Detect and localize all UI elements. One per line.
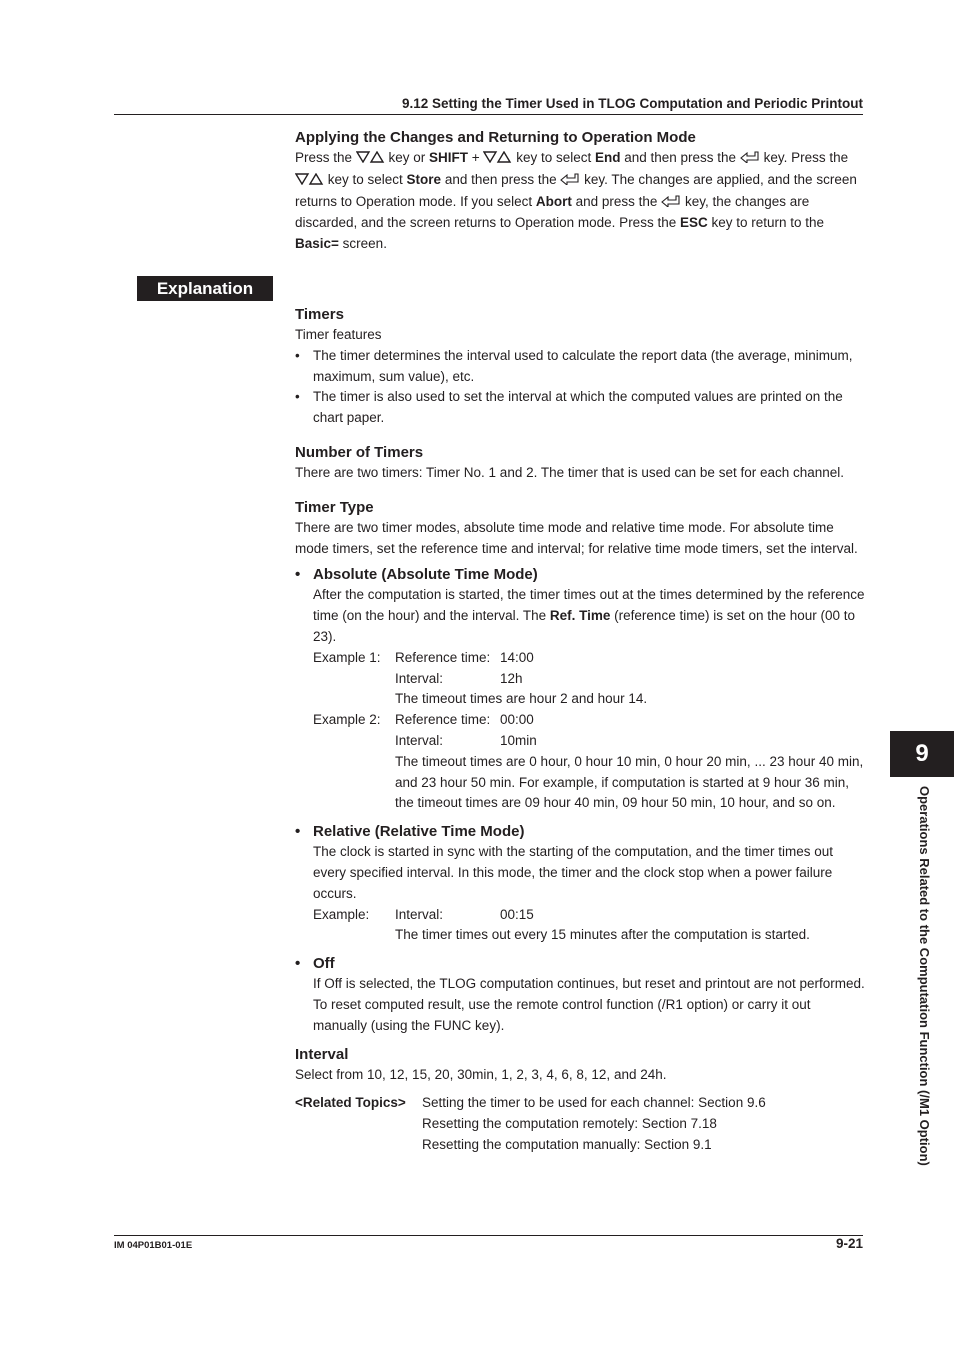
related-list: [422, 1093, 766, 1155]
related-topics: [295, 1093, 865, 1155]
example-row: Interval: 10min: [395, 732, 537, 748]
number-text: There are two timers: Timer No. 1 and 2. The timer that is used can be set for each channel.: [295, 464, 845, 480]
relative-body: [295, 842, 865, 946]
absolute-text: After the computation is started, the timer times out at the times determined by the reference time (on the hour) and the interval. The Ref. Time (reference time) is set on the hour (00 to 23).: [313, 587, 865, 644]
apply-heading: Applying the Changes and Returning to Operation Mode: [295, 129, 696, 146]
example-row: Example 2: Reference time: 00:00: [313, 712, 534, 728]
example-note: The timer times out every 15 minutes after the computation is started.: [395, 927, 810, 943]
page-number: 9-21: [835, 1236, 863, 1251]
enter-key-icon: [740, 149, 760, 170]
footer-rule: [114, 1235, 863, 1236]
timers-heading: Timers: [295, 306, 344, 323]
chapter-tab: 9: [890, 731, 954, 777]
apply-text: Press the key or SHIFT + key to select End and then press the key. Press the key to select Store and then press the key. The changes are applied, and the screen returns to Operation mode. If you select Abort and press the key, the changes are discarded, and the screen returns to Operation mode. Press the ESC key to return to the Basic= screen.: [295, 150, 857, 252]
example-row: Interval: 12h: [395, 670, 523, 686]
type-heading: Timer Type: [295, 498, 374, 516]
list-item: • The timer determines the interval used to calculate the report data (the average, minimum, maximum, sum value), etc.: [295, 347, 853, 384]
type-text: There are two timer modes, absolute time mode and relative time mode. For absolute time mode timers, set the reference time and interval; for relative time mode timers, set the interval.: [295, 519, 858, 556]
enter-key-icon: [560, 171, 580, 192]
explanation-label: Explanation: [137, 276, 273, 301]
header-rule: [114, 114, 863, 115]
relative-heading: • Relative (Relative Time Mode): [295, 823, 525, 841]
down-up-arrow-keys-icon: [483, 149, 512, 170]
example-row: Example 1: Reference time: 14:00: [313, 649, 534, 665]
list-item: • The timer is also used to set the interval at which the computed values are printed on the chart paper.: [295, 389, 843, 426]
running-header: 9.12 Setting the Timer Used in TLOG Computation and Periodic Printout: [401, 96, 863, 111]
apply-section: [295, 128, 865, 255]
related-item: Setting the timer to be used for each channel: Section 9.6: [422, 1095, 766, 1111]
enter-key-icon: [661, 193, 681, 214]
explanation-body: [295, 305, 865, 1156]
off-text: If Off is selected, the TLOG computation continues, but reset and printout are not performed. To reset computed result, use the remote control function (/R1 option) or carry it out manually (using the FUNC key).: [313, 976, 865, 1033]
relative-text: The clock is started in sync with the starting of the computation, and the timer times out every specified interval. In this mode, the timer and the clock stop when a power failure occurs.: [313, 844, 833, 901]
example-note: The timeout times are hour 2 and hour 14.: [395, 691, 648, 707]
down-up-arrow-keys-icon: [295, 171, 324, 192]
down-up-arrow-keys-icon: [356, 149, 385, 170]
bullet-dot: •: [295, 389, 300, 405]
off-body: [295, 974, 865, 1036]
interval-text: Select from 10, 12, 15, 20, 30min, 1, 2, 3, 4, 6, 8, 12, and 24h.: [295, 1066, 667, 1082]
off-heading: • Off: [295, 955, 335, 973]
absolute-heading: • Absolute (Absolute Time Mode): [295, 566, 538, 584]
bullet-dot: •: [295, 347, 300, 363]
doc-id: IM 04P01B01-01E: [114, 1240, 193, 1251]
absolute-body: [295, 585, 865, 814]
interval-heading: Interval: [295, 1045, 349, 1063]
example-note: The timeout times are 0 hour, 0 hour 10 min, 0 hour 20 min, ... 23 hour 40 min, and 23 hour 50 min. For example, if computation is started at 9 hour 36 min, the timeout times are 09 hour 40 min, 09 hour 50 min, 10 hour, and so on.: [395, 753, 864, 811]
related-label: <Related Topics>: [295, 1095, 406, 1111]
related-item: Resetting the computation remotely: Section 7.18: [422, 1116, 717, 1132]
timers-subheading: Timer features: [295, 327, 382, 342]
related-item: Resetting the computation manually: Section 9.1: [422, 1136, 712, 1152]
example-row: Example: Interval: 00:15: [313, 906, 534, 922]
chapter-side-title: Operations Related to the Computation Function (/M1 Option): [917, 786, 932, 1166]
number-heading: Number of Timers: [295, 443, 424, 461]
